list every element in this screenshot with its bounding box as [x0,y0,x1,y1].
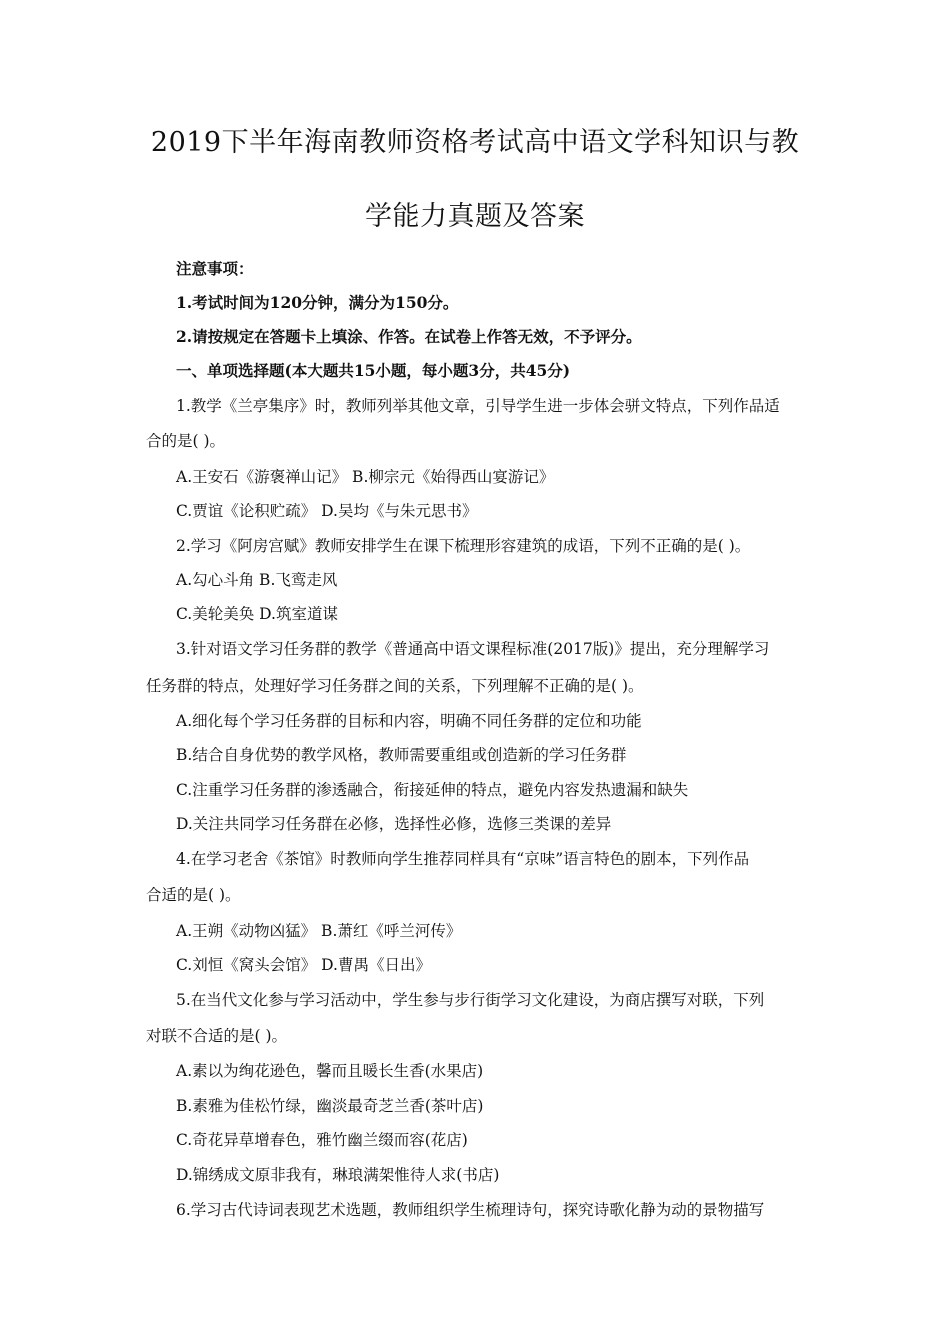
question-5-option-d: D.锦绣成文原非我有，琳琅满架惟待人求(书店) [176,1166,500,1184]
question-5-text: 5.在当代文化参与学习活动中，学生参与步行街学习文化建设，为商店撰写对联，下列 [176,991,765,1009]
question-5-option-b: B.素雅为佳松竹绿，幽淡最奇芝兰香(茶叶店) [176,1097,484,1115]
document-title-line-2: 学能力真题及答案 [365,201,585,232]
question-5-option-a: A.素以为绚花逊色，馨而且暖长生香(水果店) [176,1062,484,1080]
question-4-options-ab: A.王朔《动物凶猛》 B.萧红《呼兰河传》 [176,922,462,940]
question-2-options-cd: C.美轮美奂 D.筑室道谋 [176,605,338,623]
question-1-text-cont: 合的是( )。 [146,432,226,450]
question-3-text-cont: 任务群的特点，处理好学习任务群之间的关系，下列理解不正确的是( )。 [146,677,644,695]
question-2-text: 2.学习《阿房宫赋》教师安排学生在课下梳理形容建筑的成语，下列不正确的是( )。 [176,537,751,555]
question-2-options-ab: A.勾心斗角 B.飞鸾走风 [176,571,338,589]
question-4-text-cont: 合适的是( )。 [146,886,241,904]
question-1-options-ab: A.王安石《游褒禅山记》 B.柳宗元《始得西山宴游记》 [176,468,555,486]
question-5-option-c: C.奇花异草增春色，雅竹幽兰缀而容(花店) [176,1131,468,1149]
question-1-text: 1.教学《兰亭集序》时，教师列举其他文章，引导学生进一步体会骈文特点，下列作品适 [176,397,780,415]
question-3-option-a: A.细化每个学习任务群的目标和内容，明确不同任务群的定位和功能 [176,712,642,730]
question-3-option-c: C.注重学习任务群的渗透融合，衔接延伸的特点，避免内容发热遗漏和缺失 [176,781,689,799]
question-5-text-cont: 对联不合适的是( )。 [146,1027,288,1045]
notice-item-2: 2.请按规定在答题卡上填涂、作答。在试卷上作答无效，不予评分。 [176,327,642,346]
section-heading: 一、单项选择题(本大题共15小题，每小题3分，共45分) [176,361,571,380]
question-3-option-b: B.结合自身优势的教学风格，教师需要重组或创造新的学习任务群 [176,746,627,764]
question-6-text: 6.学习古代诗词表现艺术选题，教师组织学生梳理诗句，探究诗歌化静为动的景物描写 [176,1201,765,1219]
question-4-text: 4.在学习老舍《茶馆》时教师向学生推荐同样具有“京味”语言特色的剧本，下列作品 [176,850,750,868]
question-4-options-cd: C.刘恒《窝头会馆》 D.曹禺《日出》 [176,956,431,974]
notice-heading: 注意事项： [176,259,254,278]
question-3-option-d: D.关注共同学习任务群在必修，选择性必修，选修三类课的差异 [176,815,612,833]
question-1-options-cd: C.贾谊《论积贮疏》 D.吴均《与朱元思书》 [176,502,478,520]
document-title-line-1: 2019下半年海南教师资格考试高中语文学科知识与教 [150,127,800,158]
question-3-text: 3.针对语文学习任务群的教学《普通高中语文课程标准(2017版)》提出，充分理解学习 [176,640,770,658]
notice-item-1: 1.考试时间为120分钟，满分为150分。 [176,293,459,312]
